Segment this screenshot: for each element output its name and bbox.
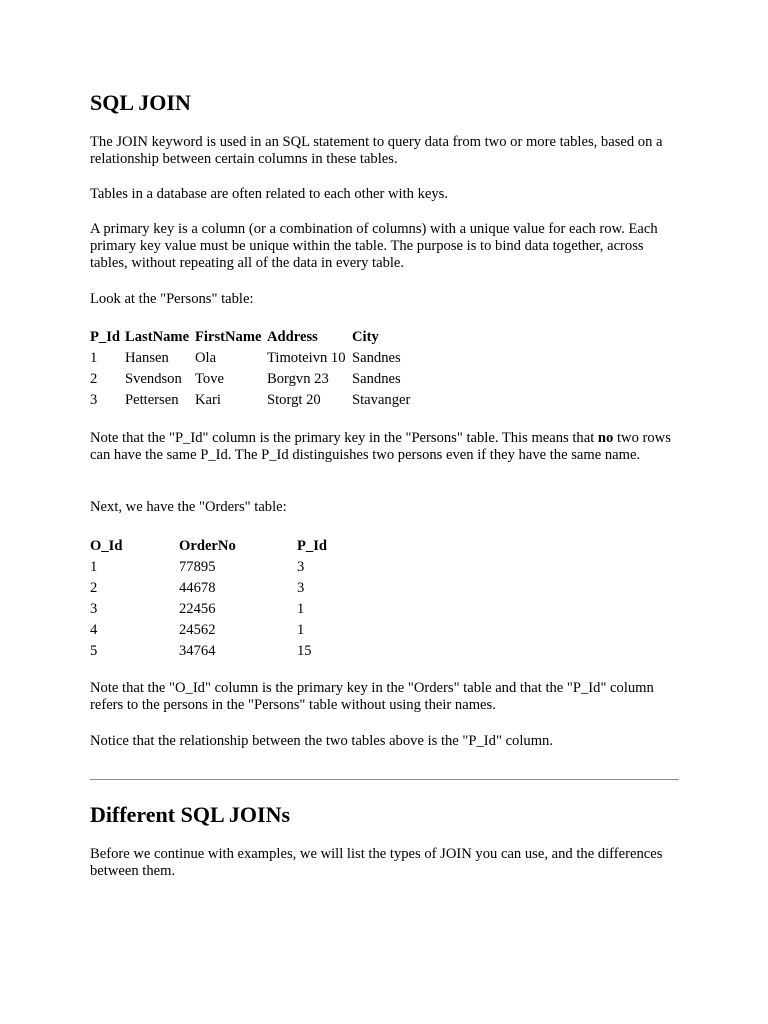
table-cell: Timoteivn 10 bbox=[267, 350, 346, 366]
column-header: P_Id bbox=[297, 538, 328, 554]
table-cell: 5 bbox=[90, 643, 98, 659]
table-cell: 3 bbox=[90, 601, 98, 617]
table-cell: Hansen bbox=[125, 350, 169, 366]
orders-note-paragraph: Note that the "O_Id" column is the primary key in the "Orders" table and that the "P_Id" column refers to the persons in the "Persons" table without using their names. bbox=[90, 680, 654, 713]
table-row bbox=[90, 622, 357, 643]
table-cell: 34764 bbox=[179, 643, 216, 659]
table-cell: 44678 bbox=[179, 580, 216, 596]
table-row bbox=[90, 392, 432, 413]
column-header: Address bbox=[267, 329, 318, 345]
table-row bbox=[90, 643, 357, 664]
table-cell: Svendson bbox=[125, 371, 182, 387]
table-row bbox=[90, 371, 432, 392]
note-text-end: two rows can have the same P_Id. The P_Id distinguishes two persons even if they have the same name. bbox=[90, 430, 671, 463]
page-title: SQL JOIN bbox=[90, 90, 191, 115]
section-title: Different SQL JOINs bbox=[90, 802, 291, 827]
column-header: LastName bbox=[125, 329, 190, 345]
join-types-paragraph: Before we continue with examples, we will list the types of JOIN you can use, and the differences between them. bbox=[90, 846, 663, 879]
table-cell: Sandnes bbox=[352, 371, 401, 387]
table-cell: 1 bbox=[297, 622, 305, 638]
intro-paragraph: The JOIN keyword is used in an SQL statement to query data from two or more tables, based on a relationship between certain columns in these tables. bbox=[90, 134, 663, 167]
column-header: City bbox=[352, 329, 379, 345]
table-row bbox=[90, 580, 357, 601]
table-cell: 2 bbox=[90, 371, 98, 387]
orders-table bbox=[90, 538, 357, 664]
table-header-row bbox=[90, 538, 357, 559]
table-cell: Stavanger bbox=[352, 392, 411, 408]
column-header: O_Id bbox=[90, 538, 123, 554]
table-row bbox=[90, 601, 357, 622]
table-cell: 3 bbox=[297, 559, 305, 575]
table-cell: Ola bbox=[195, 350, 217, 366]
table-cell: Storgt 20 bbox=[267, 392, 321, 408]
table-row bbox=[90, 559, 357, 580]
table-cell: 77895 bbox=[179, 559, 216, 575]
table-cell: 22456 bbox=[179, 601, 216, 617]
table-cell: Borgvn 23 bbox=[267, 371, 329, 387]
section-divider bbox=[90, 779, 679, 780]
orders-intro: Next, we have the "Orders" table: bbox=[90, 499, 287, 515]
table-cell: 3 bbox=[297, 580, 305, 596]
column-header: FirstName bbox=[195, 329, 262, 345]
table-cell: 24562 bbox=[179, 622, 216, 638]
persons-note-paragraph bbox=[90, 430, 680, 464]
column-header: P_Id bbox=[90, 329, 121, 345]
persons-table bbox=[90, 329, 432, 413]
table-cell: Kari bbox=[195, 392, 221, 408]
keys-paragraph: Tables in a database are often related to each other with keys. bbox=[90, 186, 448, 202]
table-cell: 1 bbox=[90, 559, 98, 575]
table-cell: Tove bbox=[195, 371, 224, 387]
persons-intro: Look at the "Persons" table: bbox=[90, 291, 254, 307]
column-header: OrderNo bbox=[179, 538, 236, 554]
table-row bbox=[90, 350, 432, 371]
table-header-row bbox=[90, 329, 432, 350]
table-cell: 1 bbox=[297, 601, 305, 617]
note-text-start: Note that the "P_Id" column is the primary key in the "Persons" table. This means that bbox=[90, 430, 598, 446]
table-cell: Sandnes bbox=[352, 350, 401, 366]
table-cell: 3 bbox=[90, 392, 98, 408]
table-cell: 1 bbox=[90, 350, 98, 366]
table-cell: Pettersen bbox=[125, 392, 179, 408]
primary-key-paragraph: A primary key is a column (or a combination of columns) with a unique value for each row. Each primary key value must be unique within the table. The purpose is to bind data together, across tables, without repeating all of the data in every table. bbox=[90, 221, 658, 271]
relationship-paragraph: Notice that the relationship between the two tables above is the "P_Id" column. bbox=[90, 733, 553, 749]
table-cell: 2 bbox=[90, 580, 98, 596]
note-emphasis: no bbox=[597, 430, 614, 446]
table-cell: 4 bbox=[90, 622, 98, 638]
table-cell: 15 bbox=[297, 643, 312, 659]
